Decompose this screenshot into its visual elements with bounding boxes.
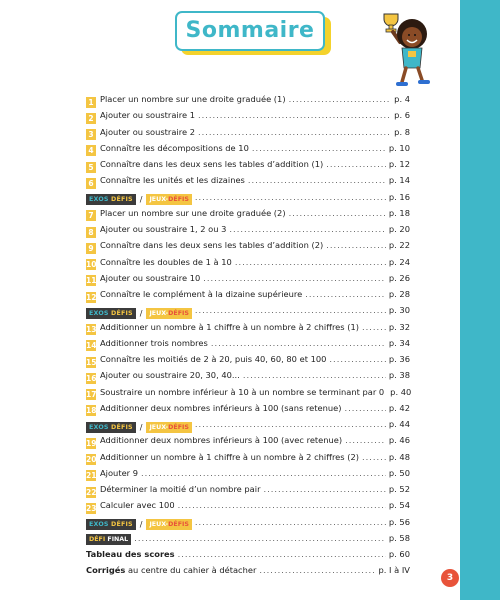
corriges-label-rest: au centre du cahier à détacher: [125, 565, 257, 576]
leader-dots: [195, 192, 386, 202]
exos-defis-badge: [86, 519, 136, 530]
lesson-number-badge: 17: [86, 390, 97, 400]
toc-entry: [86, 484, 410, 500]
page-reference: p. 60: [388, 549, 410, 559]
exos-defis-badge: [86, 194, 136, 205]
toc-entry: [86, 289, 410, 305]
toc-entry: [86, 257, 410, 273]
lesson-number-badge: 10: [86, 260, 97, 270]
page-reference: p. 50: [388, 467, 410, 478]
toc-entry: [86, 387, 410, 403]
toc-entry-label: Additionner deux nombres inférieurs à 100 (avec retenue): [100, 435, 343, 446]
toc-entry: [86, 322, 410, 338]
toc-entry: [86, 468, 410, 484]
page-reference: p. 24: [388, 256, 410, 267]
page-reference: p. 8: [394, 126, 410, 137]
leader-dots: [252, 143, 386, 153]
toc-entry: [86, 419, 410, 435]
page-reference: p. 18: [388, 207, 410, 218]
lesson-number-badge: 15: [86, 357, 97, 367]
defis-badge-text: DÉFIS: [111, 309, 133, 317]
lesson-number-badge: 21: [86, 471, 97, 481]
toc-entry: [86, 435, 410, 451]
toc-entry: [86, 110, 410, 126]
toc-entry: [86, 452, 410, 468]
lesson-number-badge: 8: [86, 227, 96, 238]
leader-dots: [248, 175, 386, 185]
page-reference: p. 10: [388, 142, 410, 153]
toc-entry-label: Ajouter ou soustraire 10: [100, 272, 201, 283]
leader-dots: [289, 208, 386, 218]
lesson-number-badge: 6: [86, 178, 96, 189]
lesson-number-badge: 20: [86, 455, 97, 465]
toc-entry-label: Additionner un nombre à 1 chiffre à un nombre à 2 chiffres (2): [100, 451, 359, 462]
leader-dots: [195, 419, 386, 429]
toc-entry-label: Tableau des scores: [86, 549, 175, 559]
exos-badge-text: EXOS: [89, 423, 109, 431]
page-reference: p. 6: [394, 110, 410, 121]
toc-entry: [86, 517, 410, 533]
toc-entry-label: Soustraire un nombre inférieur à 10 à un nombre se terminant par 0: [100, 386, 385, 397]
toc-entry-label: [86, 565, 256, 575]
table-of-contents: [86, 94, 410, 582]
page-reference: p. 54: [388, 500, 410, 511]
lesson-number-badge: 23: [86, 503, 97, 513]
toc-entry: [86, 549, 410, 565]
leader-dots: [362, 322, 386, 332]
leader-dots: [211, 338, 386, 348]
defi-final-badge: [86, 534, 131, 545]
page-title: Sommaire: [175, 11, 325, 51]
jeux-defis-badge: [146, 308, 191, 319]
defis-badge-text: DÉFIS: [111, 521, 133, 529]
toc-entry-label: Placer un nombre sur une droite graduée (2): [100, 207, 286, 218]
page-reference: p. 38: [388, 370, 410, 381]
toc-entry: [86, 240, 410, 256]
toc-entry: [86, 224, 410, 240]
leader-dots: [305, 289, 386, 299]
leader-dots: [326, 240, 386, 250]
toc-entry-label: Déterminer la moitié d’un nombre pair: [100, 484, 261, 494]
toc-entry: [86, 354, 410, 370]
badge-separator: /: [139, 422, 143, 432]
toc-entry: [86, 370, 410, 386]
toc-entry-label: Ajouter ou soustraire 2: [100, 126, 195, 137]
exos-jeux-badges: [86, 194, 192, 205]
jeux-badge-text: JEUX-: [149, 521, 169, 529]
page-reference: p. 40: [390, 386, 412, 397]
badge-separator: /: [139, 308, 143, 318]
leader-dots: [243, 370, 386, 380]
page-reference: p. 36: [388, 354, 410, 364]
toc-entry: [86, 565, 410, 581]
toc-entry-label: Ajouter ou soustraire 1, 2 ou 3: [100, 224, 227, 234]
page-reference: p. 52: [388, 484, 410, 494]
toc-entry: [86, 143, 410, 159]
toc-entry-label: Connaître les moitiés de 2 à 20, puis 40, 60, 80 et 100: [100, 354, 327, 364]
leader-dots: [344, 403, 385, 413]
exos-defis-badge: [86, 422, 136, 433]
jeux-badge-text: JEUX-: [149, 309, 169, 317]
jeux-defis-badge: [146, 422, 191, 433]
toc-entry-label: Connaître les doubles de 1 à 10: [100, 256, 232, 267]
lesson-number-badge: 16: [86, 373, 97, 383]
toc-entry: [86, 127, 410, 143]
leader-dots: [345, 435, 386, 445]
leader-dots: [198, 127, 391, 137]
lesson-number-badge: 12: [86, 292, 97, 302]
page-number-badge: 3: [441, 569, 459, 587]
exos-badge-text: EXOS: [89, 309, 109, 317]
page-reference: p. 22: [388, 240, 410, 251]
lesson-number-badge: 5: [86, 162, 96, 173]
toc-entry: [86, 273, 410, 289]
toc-entry-label: Connaître le complément à la dizaine supérieure: [100, 289, 303, 299]
leader-dots: [178, 549, 386, 559]
page-reference: p. 48: [388, 451, 410, 462]
lesson-number-badge: 3: [86, 129, 96, 140]
lesson-number-badge: 11: [86, 276, 97, 286]
leader-dots: [289, 94, 392, 104]
leader-dots: [362, 452, 386, 462]
corriges-label-bold: Corrigés: [86, 565, 126, 576]
jeux-badge-text: JEUX-: [149, 423, 169, 431]
toc-entry: [86, 208, 410, 224]
toc-entry: [86, 500, 410, 516]
toc-entry-label: Connaître les unités et les dizaines: [100, 175, 245, 186]
lesson-number-badge: 9: [86, 243, 96, 254]
badge-separator: /: [139, 520, 143, 530]
toc-entry: [86, 192, 410, 208]
defis-badge-text: DÉFIS: [111, 196, 133, 204]
exos-badge-text: EXOS: [89, 196, 109, 204]
right-color-strip: [460, 0, 500, 600]
defis-badge-text: DÉFIS: [168, 196, 189, 204]
toc-entry-label: Additionner un nombre à 1 chiffre à un nombre à 2 chiffres (1): [100, 321, 359, 332]
toc-entry: [86, 94, 410, 110]
lesson-number-badge: 2: [86, 113, 96, 124]
toc-entry: [86, 305, 410, 321]
page-reference: p. 42: [388, 402, 410, 413]
page-reference: p. 4: [394, 94, 410, 104]
toc-entry: [86, 403, 410, 419]
defis-badge-text: DÉFIS: [168, 423, 189, 431]
page-reference: p. 46: [388, 435, 410, 446]
lesson-number-badge: 19: [86, 438, 97, 448]
toc-entry: [86, 175, 410, 191]
leader-dots: [264, 484, 386, 494]
toc-entry-label: Ajouter ou soustraire 20, 30, 40...: [100, 370, 240, 381]
toc-entry: [86, 159, 410, 175]
lesson-number-badge: 18: [86, 406, 97, 416]
toc-entry: [86, 338, 410, 354]
jeux-defis-badge: [146, 519, 191, 530]
toc-entry-label: Ajouter 9: [100, 467, 139, 478]
page-reference: p. 32: [388, 321, 410, 332]
defis-badge-text: DÉFIS: [168, 309, 189, 317]
exos-jeux-badges: [86, 519, 192, 530]
page-reference: p. 58: [388, 532, 410, 543]
leader-dots: [195, 517, 386, 527]
toc-entry-label: Connaître dans les deux sens les tables d’addition (1): [100, 159, 324, 169]
lesson-number-badge: 14: [86, 341, 97, 351]
page-reference: p. 28: [388, 289, 410, 299]
leader-dots: [229, 224, 385, 234]
defis-badge-text: DÉFIS: [111, 423, 133, 431]
leader-dots: [329, 354, 385, 364]
page-reference: p. 26: [388, 272, 410, 283]
badge-separator: /: [139, 195, 143, 205]
exos-badge-text: EXOS: [89, 521, 109, 529]
lesson-number-badge: 4: [86, 145, 96, 156]
lesson-number-badge: 1: [86, 97, 96, 108]
toc-entry-label: Additionner deux nombres inférieurs à 100 (sans retenue): [100, 402, 342, 413]
toc-entry-label: Connaître les décompositions de 10: [100, 142, 249, 153]
lesson-number-badge: 22: [86, 487, 97, 497]
lesson-number-badge: 13: [86, 325, 97, 335]
leader-dots: [134, 533, 386, 543]
leader-dots: [141, 468, 386, 478]
toc-entry-label: Ajouter ou soustraire 1: [100, 110, 195, 121]
defis-badge-text: DÉFIS: [168, 521, 189, 529]
jeux-defis-badge: [146, 194, 191, 205]
page-reference: p. 20: [388, 224, 410, 234]
page-reference: p. 16: [388, 191, 410, 202]
page-reference: p. I à IV: [378, 565, 410, 576]
leader-dots: [235, 257, 386, 267]
page-reference: p. 14: [388, 175, 410, 186]
lesson-number-badge: 7: [86, 210, 96, 221]
exos-defis-badge: [86, 308, 136, 319]
toc-entry-label: Calculer avec 100: [100, 500, 175, 511]
defi-badge-text: DÉFI: [89, 535, 106, 543]
toc-entry-label: Connaître dans les deux sens les tables d’addition (2): [100, 240, 324, 251]
leader-dots: [198, 110, 391, 120]
exos-jeux-badges: [86, 308, 192, 319]
leader-dots: [178, 500, 386, 510]
page-reference: p. 34: [388, 337, 410, 348]
jeux-badge-text: JEUX-: [149, 196, 169, 204]
leader-dots: [195, 305, 386, 315]
exos-jeux-badges: [86, 422, 192, 433]
page-reference: p. 12: [388, 159, 410, 169]
page-reference: p. 56: [388, 516, 410, 527]
final-badge-text: FINAL: [107, 535, 129, 543]
leader-dots: [259, 565, 375, 575]
toc-entry-label: Additionner trois nombres: [100, 337, 208, 348]
leader-dots: [203, 273, 386, 283]
toc-entry-label: Placer un nombre sur une droite graduée (1): [100, 94, 286, 104]
page-reference: p. 44: [388, 419, 410, 429]
toc-entry: [86, 533, 410, 549]
trophy-kid-illustration: [378, 8, 434, 90]
leader-dots: [326, 159, 386, 169]
page-reference: p. 30: [388, 305, 410, 316]
